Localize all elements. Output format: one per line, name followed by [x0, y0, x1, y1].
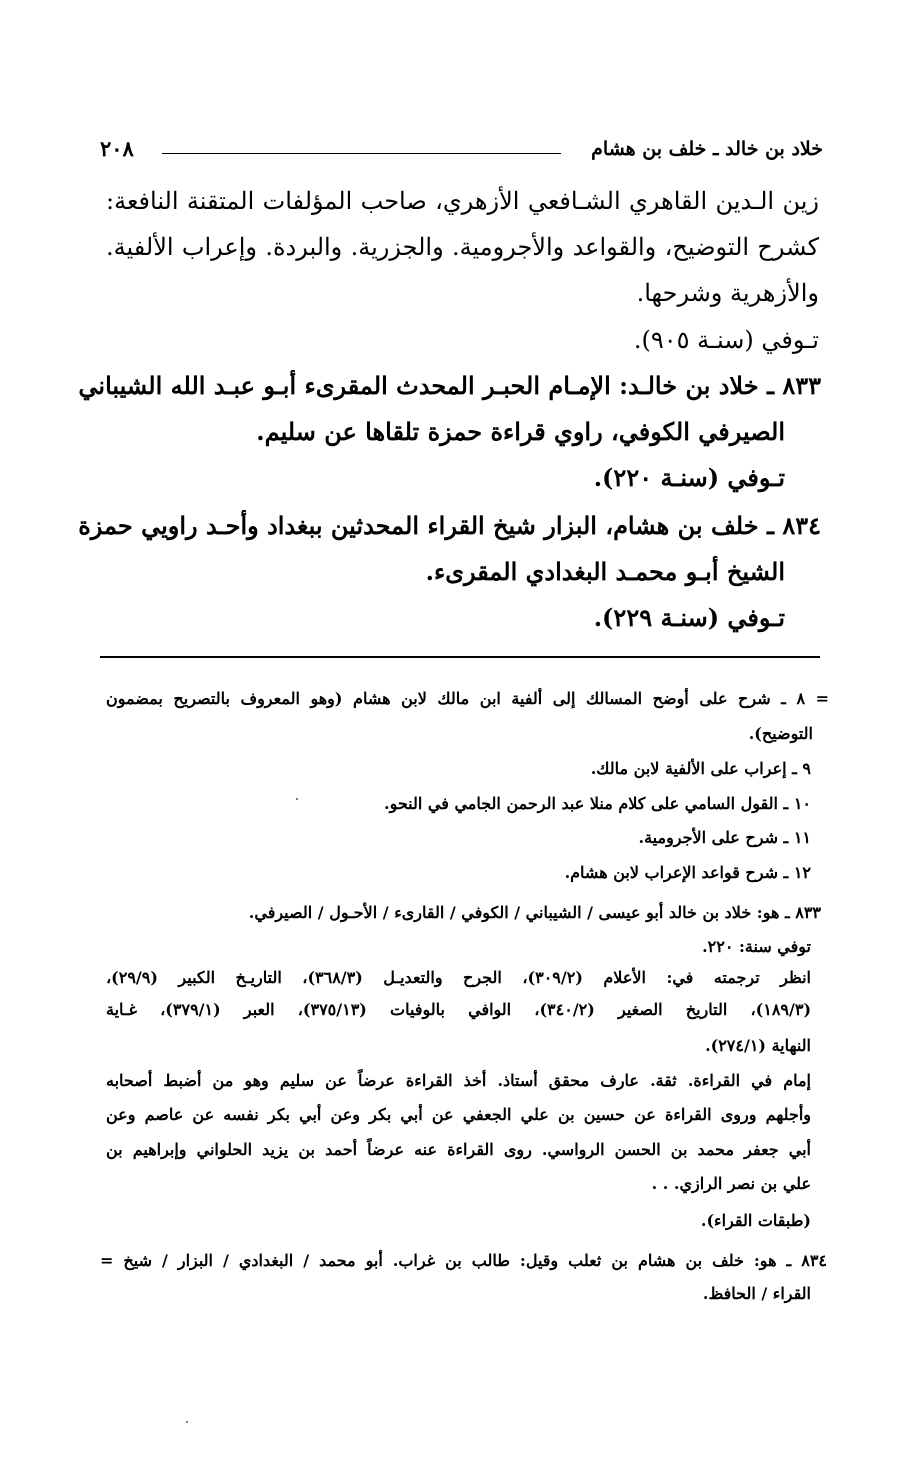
- footnote-line: (١٨٩/٣)، التاريخ الصغير (٣٤٠/٢)، الوافي بالوفيات (٣٧٥/١٣)، العبر (٣٧٩/١)، غـاية: [106, 1000, 812, 1019]
- footnote-line: = ٨ ـ شرح على أوضح المسالك إلى ألفية ابن مالك لابن هشام (وهو المعروف بالتصريح بمضمون: [106, 689, 829, 708]
- footnote-line: أبي جعفر محمد بن الحسن الرواسي. روى القراءة عنه عرضاً أحمد بن يزيد الحلواني وإبراهيم بن: [106, 1140, 811, 1159]
- death-date: تـوفي (سنـة ٢٢٠).: [593, 463, 785, 492]
- page-number: ٢٠٨: [100, 136, 134, 161]
- footnote-line: النهاية (٢٧٤/١).: [705, 1036, 811, 1055]
- paragraph-line: والأزهرية وشرحها.: [636, 279, 819, 307]
- entry-833-heading: ٨٣٣ ـ خلاد بن خالـد: الإمـام الحبـر المحدث المقرىء أبـو عبـد الله الشيباني: [78, 371, 821, 400]
- footnote-line: إمام في القراءة. ثقة. عارف محقق أستاذ. أخذ القراءة عرضاً عن سليم وهو من أضبط أصحابه: [106, 1071, 812, 1090]
- footnote-line: ١٠ ـ القول السامي على كلام منلا عبد الرحمن الجامي في النحو.: [384, 794, 811, 813]
- footnote-line: القراء / الحافظ.: [702, 1284, 811, 1303]
- footnote-line: توفي سنة: ٢٢٠.: [702, 937, 811, 956]
- footnote-line: وأجلهم وروى القراءة عن حسين بن علي الجعفي عن أبي بكر وعن أبي بكر نفسه عن عاصم وعن: [106, 1105, 812, 1124]
- footnote-line: ١١ ـ شرح على الأجرومية.: [638, 828, 811, 847]
- paragraph-line: كشرح التوضيح، والقواعد والأجرومية. والجزرية. والبردة. وإعراب الألفية.: [106, 233, 819, 261]
- footnote-separator: [100, 656, 820, 658]
- header-rule: [162, 153, 561, 154]
- scan-speck: [296, 798, 298, 800]
- paragraph-line: الشيخ أبـو محمـد البغدادي المقرىء.: [425, 557, 785, 586]
- death-date: تـوفي (سنـة ٩٠٥).: [633, 326, 819, 354]
- footnote-source: (طبقات القراء).: [700, 1211, 811, 1230]
- entry-834-heading: ٨٣٤ ـ خلف بن هشام، البزار شيخ القراء المحدثين ببغداد وأحـد راويي حمزة: [78, 511, 821, 540]
- footnote-line: التوضيح).: [748, 724, 813, 743]
- footnote-line: انظر ترجمته في: الأعلام (٣٠٩/٢)، الجرح والتعديـل (٣٦٨/٣)، التاريـخ الكبير (٢٩/٩)،: [106, 968, 812, 987]
- running-title: خلاد بن خالد ـ خلف بن هشام: [591, 138, 823, 160]
- footnote-line: ١٢ ـ شرح قواعد الإعراب لابن هشام.: [564, 863, 811, 882]
- footnote-833-heading: ٨٣٣ ـ هو: خلاد بن خالد أبو عيسى / الشيباني / الكوفي / القارىء / الأحـول / الصيرفي.: [248, 903, 821, 922]
- running-header: [100, 138, 823, 172]
- paragraph-line: زين الـدين القاهري الشـافعي الأزهري، صاحب المؤلفات المتقنة النافعة:: [106, 187, 819, 215]
- death-date: تـوفي (سنـة ٢٢٩).: [593, 603, 785, 632]
- footnote-line: ٩ ـ إعراب على الألفية لابن مالك.: [590, 759, 811, 778]
- footnote-834-heading: ٨٣٤ ـ هو: خلف بن هشام بن ثعلب وقيل: طالب بن غراب. أبو محمد / البغدادي / البزار / شيخ =: [100, 1251, 828, 1270]
- footnote-line: علي بن نصر الرازي. . .: [651, 1174, 811, 1193]
- paragraph-line: الصيرفي الكوفي، راوي قراءة حمزة تلقاها عن سليم.: [256, 417, 785, 446]
- scan-speck: [186, 1421, 188, 1423]
